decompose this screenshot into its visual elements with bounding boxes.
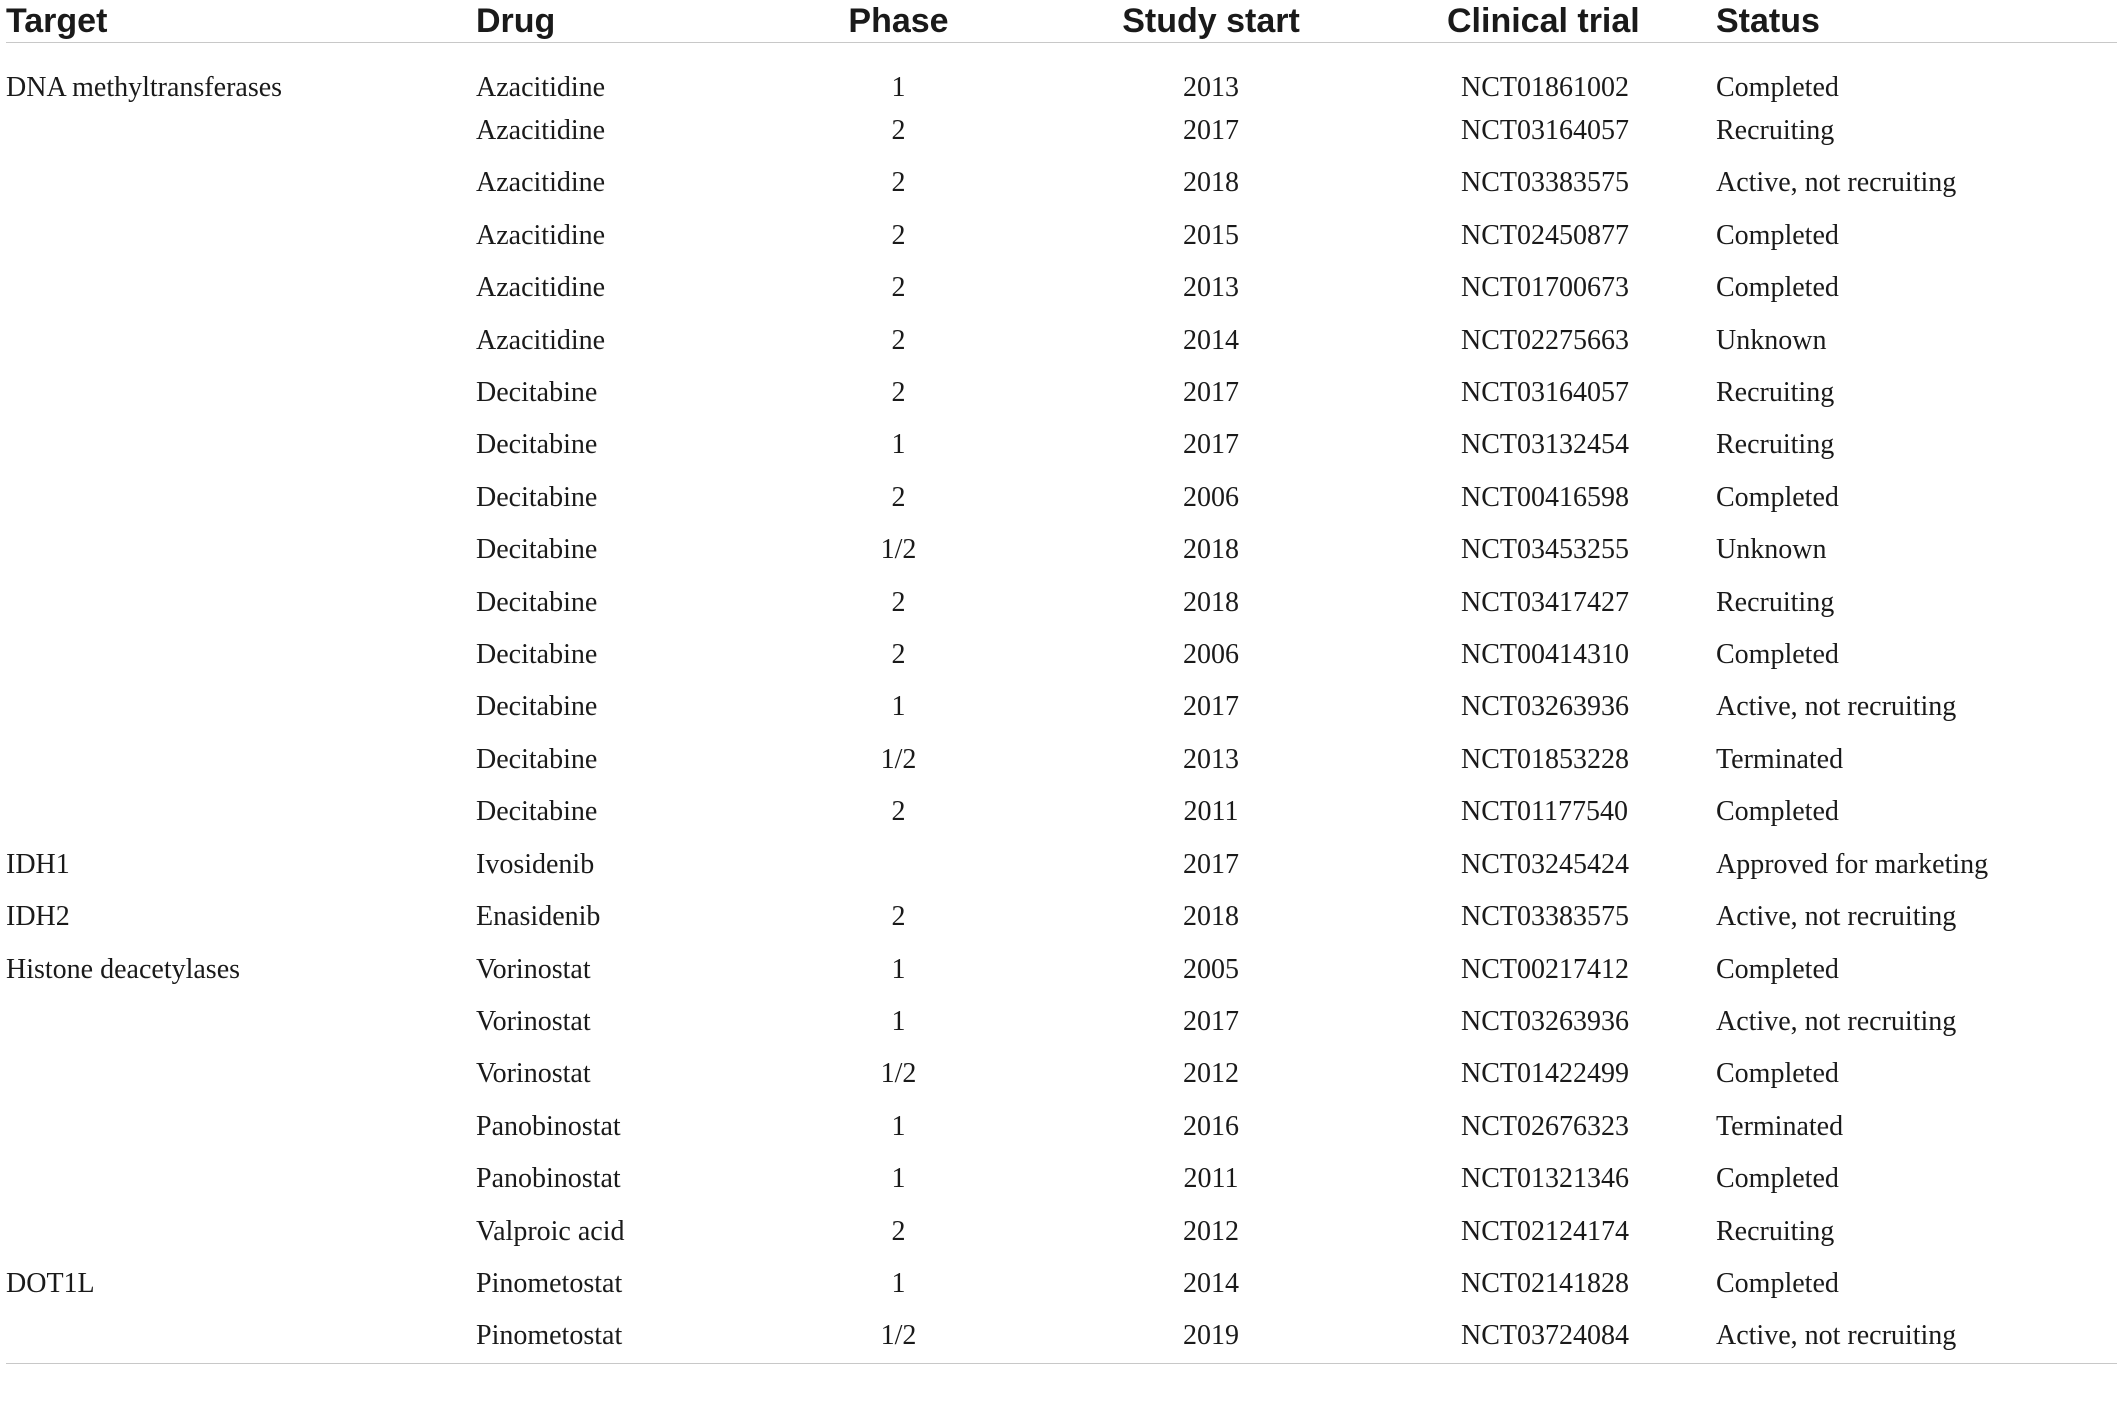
cell-drug: Decitabine [476, 743, 598, 775]
cell-target: DOT1L [6, 1267, 95, 1299]
header-status: Status [1716, 2, 1820, 40]
cell-phase: 1 [891, 1163, 906, 1195]
cell-phase: 2 [891, 1215, 906, 1247]
cell-phase: 2 [891, 481, 906, 513]
cell-drug: Azacitidine [476, 115, 606, 146]
table-row [6, 629, 2117, 681]
cell-phase: 2 [891, 219, 906, 251]
cell-status: Active, not recruiting [1716, 901, 1957, 933]
cell-target [6, 262, 476, 314]
cell-study-start: 2016 [1183, 1110, 1239, 1142]
cell-target [6, 367, 476, 419]
cell-target [6, 1048, 476, 1100]
cell-phase: 1/2 [880, 1058, 917, 1090]
table-row [6, 577, 2117, 629]
cell-target: IDH2 [6, 901, 70, 933]
cell-status: Completed [1716, 272, 1839, 304]
cell-status: Completed [1716, 481, 1839, 513]
cell-target [6, 681, 476, 733]
cell-drug: Decitabine [476, 586, 598, 618]
cell-phase: 1 [891, 1005, 906, 1037]
table-row [6, 996, 2117, 1048]
cell-target [6, 996, 476, 1048]
cell-drug: Azacitidine [476, 219, 606, 251]
cell-study-start: 2019 [1061, 1310, 1361, 1363]
cell-drug: Azacitidine [476, 72, 606, 103]
table-row [6, 891, 2117, 943]
cell-target [6, 1310, 476, 1363]
table-row [6, 367, 2117, 419]
cell-drug: Azacitidine [476, 272, 606, 304]
cell-status: Recruiting [1716, 429, 1835, 461]
table-row [6, 1048, 2117, 1100]
table-row [6, 734, 2117, 786]
cell-target [6, 1206, 476, 1258]
table-row [6, 524, 2117, 576]
cell-study-start: 2006 [1183, 639, 1239, 671]
cell-drug: Vorinostat [476, 1058, 591, 1090]
table-row [6, 157, 2117, 209]
cell-target [6, 157, 476, 209]
cell-clinical-trial: NCT02141828 [1461, 1267, 1629, 1299]
cell-study-start: 2015 [1183, 219, 1239, 251]
table-row [6, 1206, 2117, 1258]
cell-study-start: 2017 [1183, 377, 1239, 409]
cell-study-start: 2005 [1183, 953, 1239, 985]
cell-study-start: 2013 [1183, 272, 1239, 304]
table-row [6, 1153, 2117, 1205]
cell-phase: 1/2 [736, 1310, 1061, 1363]
cell-phase: 1 [891, 1267, 906, 1299]
cell-drug: Pinometostat [476, 1267, 623, 1299]
cell-study-start: 2017 [1183, 429, 1239, 461]
cell-clinical-trial: NCT01321346 [1461, 1163, 1629, 1195]
cell-study-start: 2013 [1183, 743, 1239, 775]
cell-study-start: 2017 [1183, 848, 1239, 880]
table-row [6, 419, 2117, 471]
cell-target [6, 577, 476, 629]
table-row [6, 472, 2117, 524]
header-row [6, 0, 2117, 43]
cell-target [6, 629, 476, 681]
cell-drug: Decitabine [476, 481, 598, 513]
cell-status: Completed [1716, 72, 1839, 103]
table-header [6, 0, 2117, 43]
cell-clinical-trial: NCT01422499 [1461, 1058, 1629, 1090]
cell-clinical-trial: NCT00217412 [1461, 953, 1629, 985]
cell-clinical-trial: NCT03164057 [1461, 115, 1629, 146]
cell-drug: Decitabine [476, 691, 598, 723]
cell-status: Active, not recruiting [1716, 1005, 1957, 1037]
cell-clinical-trial: NCT02275663 [1461, 324, 1629, 356]
cell-target [6, 1101, 476, 1153]
table-row [6, 1258, 2117, 1310]
header-drug: Drug [476, 2, 556, 40]
cell-status: Active, not recruiting [1716, 167, 1957, 199]
cell-clinical-trial: NCT02450877 [1461, 219, 1629, 251]
cell-target [6, 315, 476, 367]
cell-study-start: 2012 [1183, 1215, 1239, 1247]
cell-status: Completed [1716, 1267, 1839, 1299]
cell-drug: Vorinostat [476, 953, 591, 985]
header-clinical-trial: Clinical trial [1447, 2, 1640, 40]
cell-target [6, 786, 476, 838]
cell-status: Active, not recruiting [1716, 1310, 2117, 1363]
cell-clinical-trial: NCT01853228 [1461, 743, 1629, 775]
table-row [6, 786, 2117, 838]
cell-target [6, 210, 476, 262]
cell-phase: 2 [891, 167, 906, 199]
cell-study-start: 2014 [1183, 1267, 1239, 1299]
cell-study-start: 2014 [1183, 324, 1239, 356]
cell-phase: 1 [891, 953, 906, 985]
table-row [6, 105, 2117, 157]
cell-target [6, 105, 476, 157]
cell-status: Completed [1716, 219, 1839, 251]
cell-phase: 2 [891, 324, 906, 356]
cell-drug: Azacitidine [476, 324, 606, 356]
cell-status: Unknown [1716, 534, 1827, 566]
cell-target [6, 524, 476, 576]
cell-study-start: 2006 [1183, 481, 1239, 513]
table-row [6, 1101, 2117, 1153]
cell-phase [736, 839, 1061, 891]
cell-clinical-trial: NCT01177540 [1461, 796, 1628, 828]
cell-clinical-trial: NCT03263936 [1461, 1005, 1629, 1037]
cell-phase: 2 [891, 586, 906, 618]
cell-status: Recruiting [1716, 115, 1835, 146]
table-row [6, 681, 2117, 733]
cell-clinical-trial: NCT03164057 [1461, 377, 1629, 409]
cell-clinical-trial: NCT03453255 [1461, 534, 1629, 566]
cell-status: Completed [1716, 639, 1839, 671]
cell-phase: 1 [891, 72, 906, 103]
cell-status: Recruiting [1716, 1215, 1835, 1247]
cell-study-start: 2017 [1183, 115, 1239, 146]
cell-drug: Vorinostat [476, 1005, 591, 1037]
table-row [6, 1310, 2117, 1363]
cell-drug: Decitabine [476, 377, 598, 409]
cell-clinical-trial: NCT02124174 [1461, 1215, 1629, 1247]
cell-status: Unknown [1716, 324, 1827, 356]
cell-clinical-trial: NCT00414310 [1461, 639, 1629, 671]
cell-phase: 1/2 [880, 743, 917, 775]
cell-phase: 1 [891, 691, 906, 723]
cell-target [6, 419, 476, 471]
cell-target: DNA methyltransferases [6, 72, 283, 103]
cell-drug: Decitabine [476, 429, 598, 461]
cell-target: IDH1 [6, 848, 70, 880]
cell-status: Active, not recruiting [1716, 691, 1957, 723]
header-target: Target [6, 2, 108, 40]
table-row [6, 43, 2117, 106]
cell-study-start: 2012 [1183, 1058, 1239, 1090]
cell-target [6, 472, 476, 524]
cell-phase: 2 [891, 115, 906, 146]
table-row [6, 839, 2117, 891]
cell-drug: Panobinostat [476, 1110, 621, 1142]
cell-target: Histone deacetylases [6, 953, 241, 985]
cell-phase: 2 [891, 796, 906, 828]
cell-clinical-trial: NCT00416598 [1461, 481, 1629, 513]
header-study-start: Study start [1122, 2, 1300, 40]
cell-study-start: 2018 [1183, 534, 1239, 566]
table-row [6, 315, 2117, 367]
cell-drug: Decitabine [476, 796, 598, 828]
cell-clinical-trial: NCT03263936 [1461, 691, 1629, 723]
cell-study-start: 2011 [1183, 1163, 1239, 1195]
cell-study-start: 2013 [1183, 72, 1239, 103]
cell-phase: 2 [891, 272, 906, 304]
cell-drug: Enasidenib [476, 901, 601, 933]
cell-phase: 2 [891, 377, 906, 409]
header-phase: Phase [848, 2, 949, 40]
cell-phase: 1 [891, 429, 906, 461]
cell-phase: 1 [891, 1110, 906, 1142]
cell-drug: Azacitidine [476, 167, 606, 199]
cell-study-start: 2018 [1183, 901, 1239, 933]
cell-drug: Decitabine [476, 639, 598, 671]
cell-drug: Panobinostat [476, 1163, 621, 1195]
cell-status: Terminated [1716, 743, 1844, 775]
cell-status: Completed [1716, 953, 1839, 985]
cell-status: Completed [1716, 1163, 1839, 1195]
cell-clinical-trial: NCT03132454 [1461, 429, 1629, 461]
cell-study-start: 2017 [1183, 691, 1239, 723]
cell-clinical-trial: NCT02676323 [1461, 1110, 1629, 1142]
cell-status: Completed [1716, 1058, 1839, 1090]
cell-status: Completed [1716, 796, 1839, 828]
cell-phase: 2 [891, 639, 906, 671]
cell-clinical-trial: NCT03724084 [1361, 1310, 1716, 1363]
cell-clinical-trial: NCT01861002 [1461, 72, 1629, 103]
cell-status: Approved for marketing [1716, 848, 1989, 880]
cell-clinical-trial: NCT03417427 [1461, 586, 1629, 618]
cell-status: Recruiting [1716, 377, 1835, 409]
cell-target [6, 734, 476, 786]
cell-drug: Pinometostat [476, 1310, 736, 1363]
cell-clinical-trial: NCT03383575 [1461, 901, 1629, 933]
cell-status: Recruiting [1716, 586, 1835, 618]
cell-phase: 2 [891, 901, 906, 933]
table-body [6, 43, 2117, 1364]
cell-drug: Ivosidenib [476, 848, 595, 880]
cell-drug: Valproic acid [476, 1215, 625, 1247]
cell-study-start: 2011 [1183, 796, 1239, 828]
cell-study-start: 2017 [1183, 1005, 1239, 1037]
cell-target [6, 1153, 476, 1205]
cell-clinical-trial: NCT01700673 [1461, 272, 1629, 304]
cell-clinical-trial: NCT03245424 [1461, 848, 1629, 880]
cell-phase: 1/2 [880, 534, 917, 566]
cell-status: Terminated [1716, 1110, 1844, 1142]
cell-study-start: 2018 [1183, 167, 1239, 199]
table-row [6, 262, 2117, 314]
table-row [6, 944, 2117, 996]
clinical-trials-table-container [6, 0, 2117, 1364]
cell-clinical-trial: NCT03383575 [1461, 167, 1629, 199]
cell-drug: Decitabine [476, 534, 598, 566]
table-row [6, 210, 2117, 262]
cell-study-start: 2018 [1183, 586, 1239, 618]
clinical-trials-table [6, 0, 2117, 1364]
